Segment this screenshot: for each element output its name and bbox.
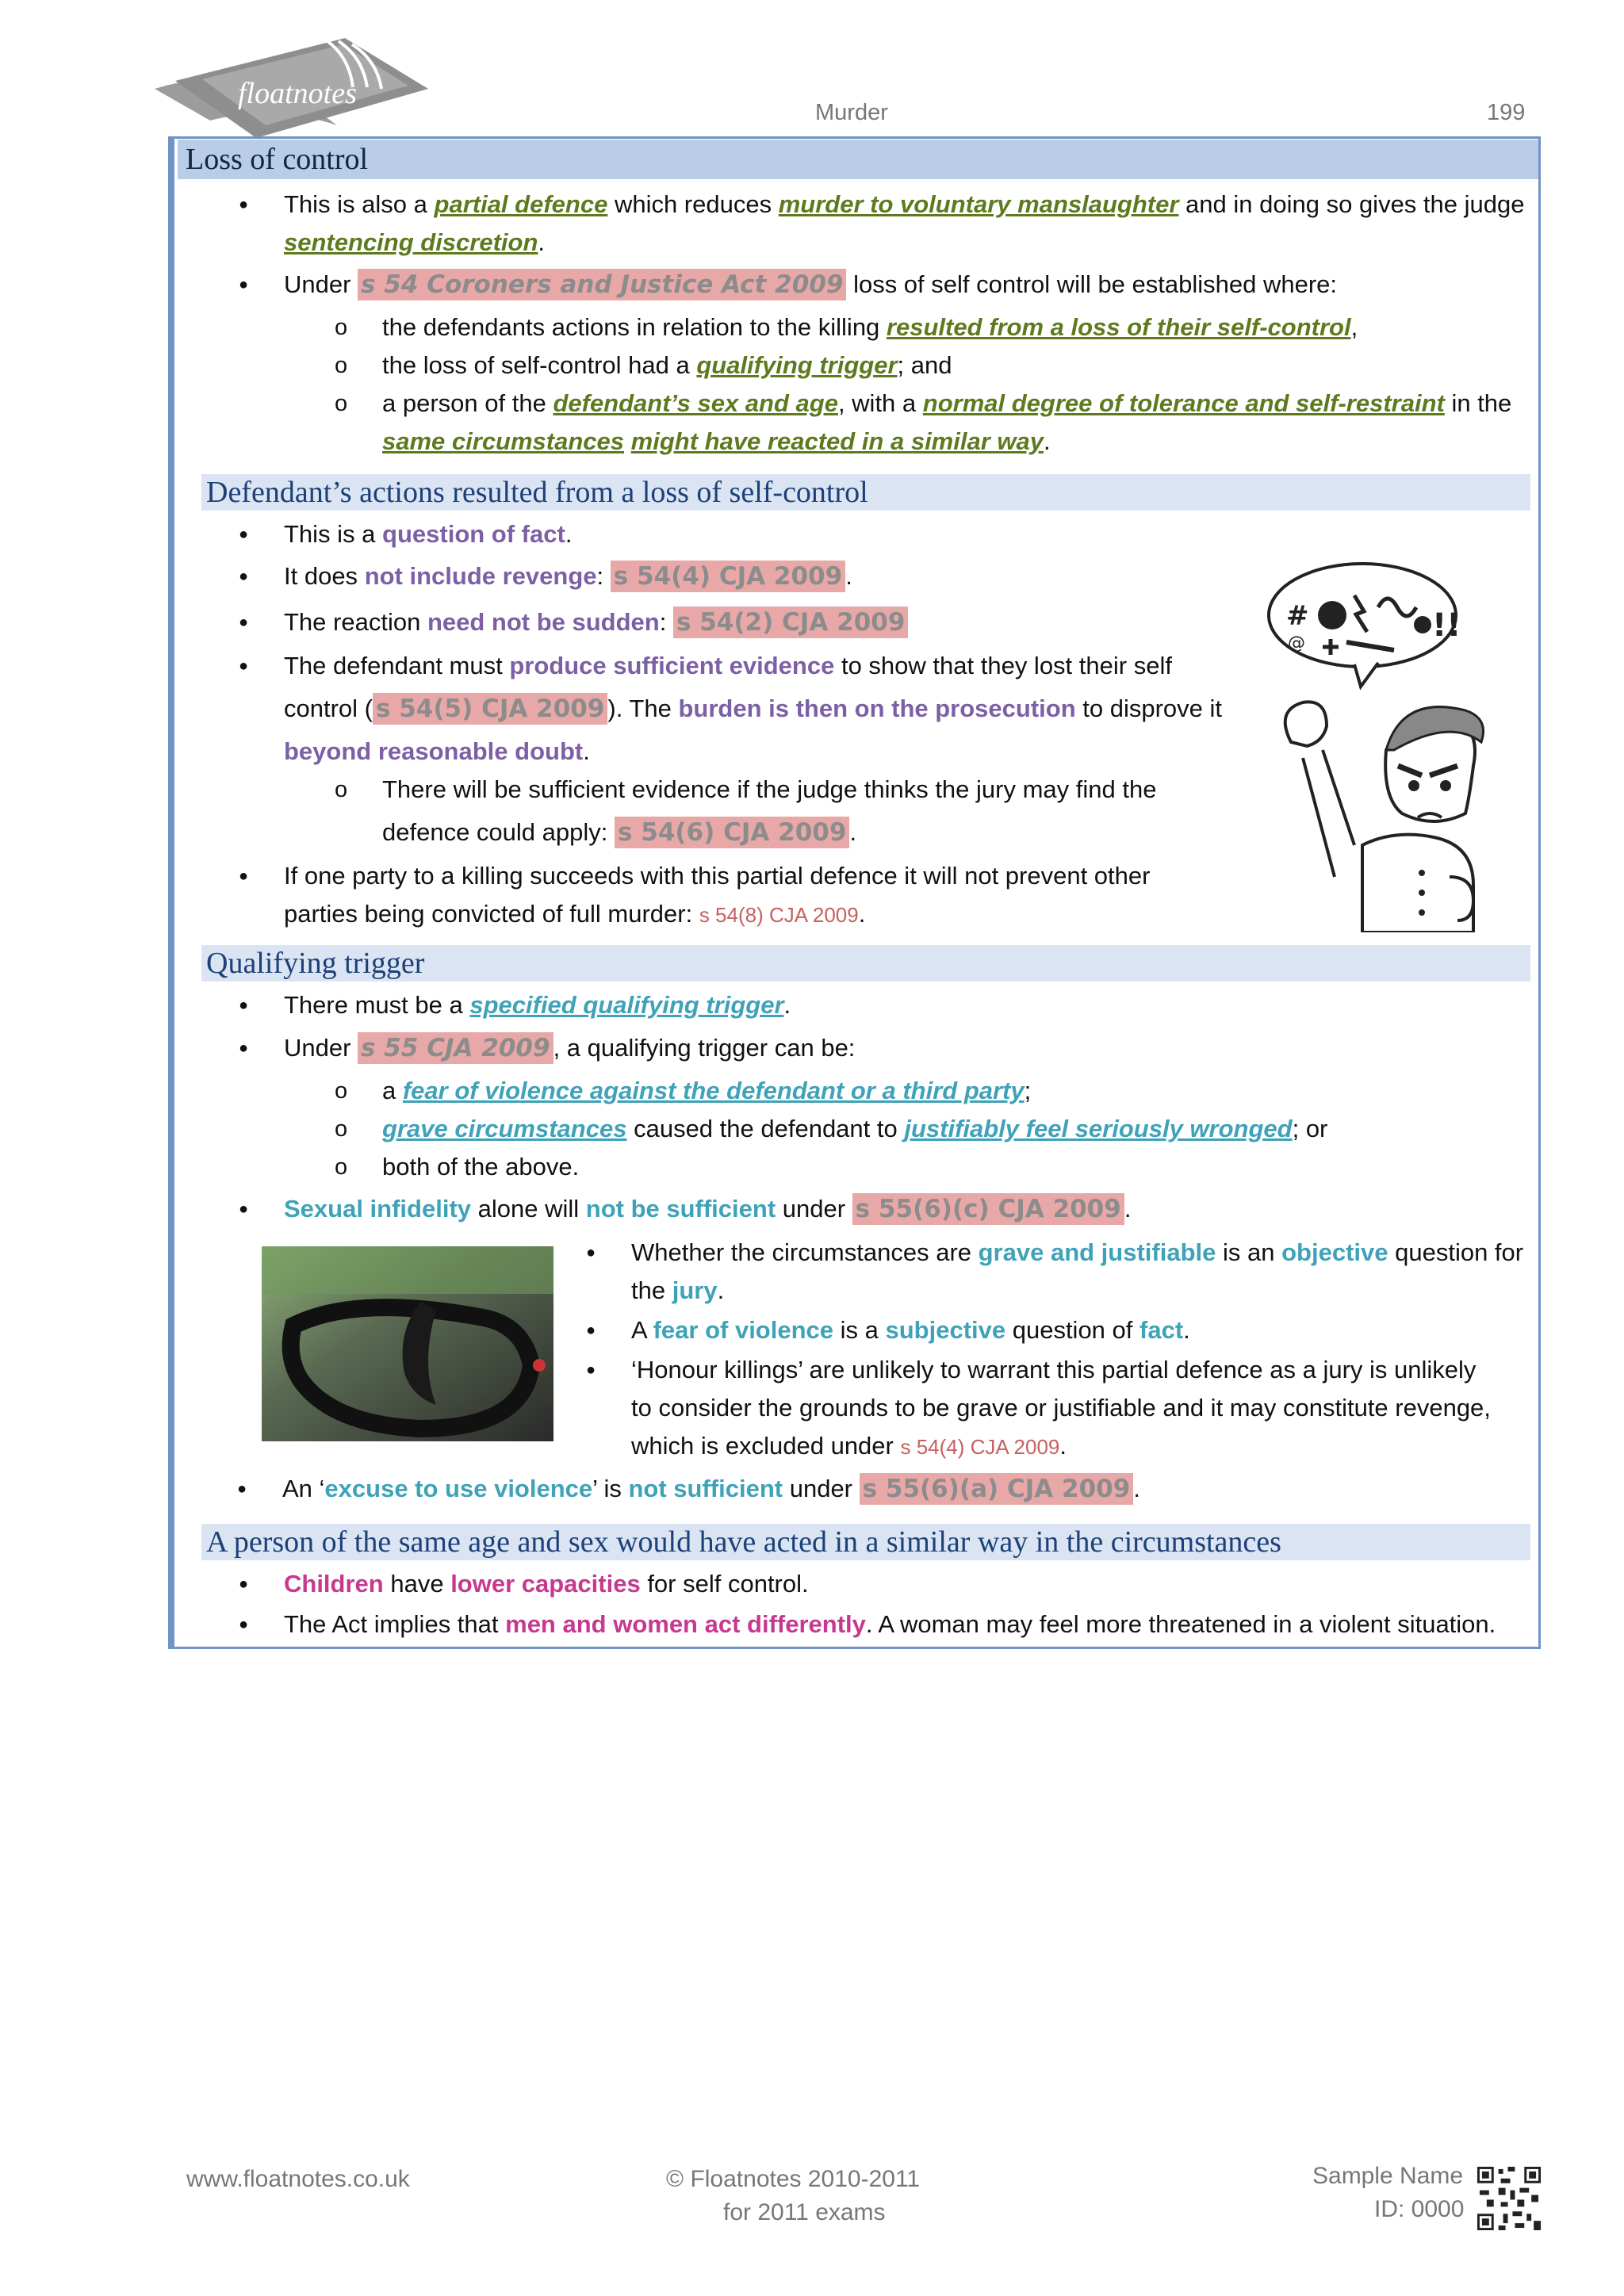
svg-text:@: @ (1288, 633, 1305, 653)
angry-man-cartoon (1267, 560, 1497, 932)
subbullet-grave-circumstances: o grave circumstances caused the defendant to justifiably feel seriously wronged; or (382, 1113, 1327, 1145)
trigger-guard-photo (262, 1246, 553, 1441)
bullet-honour-killings: ● ‘Honour killings’ are unlikely to warrant this partial defence as a jury is unlikely (631, 1354, 1476, 1386)
bullet-fear-subjective: ● A fear of violence is a subjective question of fact. (631, 1314, 1190, 1346)
page-title: Murder (815, 100, 888, 125)
bullet-other-parties: ● If one party to a killing succeeds with this partial defence it will not prevent other (284, 860, 1150, 892)
bullet-s55: ● Under s 55 CJA 2009 , a qualifying trigger can be: (284, 1032, 855, 1064)
bullet-continuation: to consider the grounds to be grave or justifiable and it may constitute revenge, (631, 1394, 1491, 1422)
subbullet-judge-evidence: o There will be sufficient evidence if the judge thinks the jury may find the (382, 774, 1156, 806)
bullet-need-not-be-sudden: ● The reaction need not be sudden: s 54(2) CJA 2009 (284, 607, 908, 638)
floatnotes-logo (155, 32, 428, 139)
subheading-qualifying-trigger: Qualifying trigger (201, 945, 1530, 982)
section-heading-loss-of-control: Loss of control (178, 140, 1538, 179)
bullet-continuation: parties being convicted of full murder: s 54(8) CJA 2009. (284, 900, 866, 928)
subheading-same-age-sex: A person of the same age and sex would have acted in a similar way in the circumstances (201, 1524, 1530, 1560)
bullet-excuse-violence: ● An ‘excuse to use violence’ is not sufficient under s 55(6)(a) CJA 2009 . (282, 1473, 1140, 1505)
bullet-continuation: which is excluded under s 54(4) CJA 2009. (631, 1432, 1067, 1460)
statute-reference: s 54(8) CJA 2009 (699, 903, 859, 927)
qr-code-icon (1475, 2164, 1543, 2233)
subbullet-loss-of-self-control: o the defendants actions in relation to the killing resulted from a loss of their self-control, (382, 312, 1358, 343)
bullet-continuation: sentencing discretion. (284, 228, 546, 256)
statute-reference: s 55(6)(c) CJA 2009 (852, 1193, 1124, 1225)
bullet-not-revenge: ● It does not include revenge: s 54(4) CJA 2009 . (284, 561, 852, 592)
statute-reference: s 54(5) CJA 2009 (373, 693, 607, 725)
bullet-grave-justifiable: ● Whether the circumstances are grave and justifiable is an objective question for (631, 1237, 1523, 1269)
bullet-partial-defence: ● This is also a partial defence which reduces murder to voluntary manslaughter and in doing so gives the judge (284, 189, 1524, 220)
statute-reference: s 54(4) CJA 2009 (611, 561, 845, 592)
footer-exams: for 2011 exams (723, 2199, 886, 2225)
bullet-continuation: the jury. (631, 1276, 725, 1304)
subheading-loss-of-self-control: Defendant’s actions resulted from a loss of self-control (201, 474, 1530, 511)
bullet-specified-trigger: ● There must be a specified qualifying trigger. (284, 989, 791, 1021)
footer-copyright: © Floatnotes 2010-2011 (666, 2166, 921, 2192)
footer-website: www.floatnotes.co.uk (186, 2166, 410, 2192)
statute-reference: s 55 CJA 2009 (358, 1032, 553, 1064)
subbullet-person-same-sex-age: o a person of the defendant’s sex and age, with a normal degree of tolerance and self-restraint in the (382, 388, 1511, 419)
statute-reference: s 54(2) CJA 2009 (673, 607, 908, 638)
statute-reference: s 55(6)(a) CJA 2009 (860, 1473, 1134, 1505)
statute-reference: s 54(6) CJA 2009 (615, 817, 849, 848)
subbullet-both: o both of the above. (382, 1151, 579, 1183)
bullet-sufficient-evidence: ● The defendant must produce sufficient evidence to show that they lost their self (284, 650, 1172, 682)
bullet-sexual-infidelity: ● Sexual infidelity alone will not be sufficient under s 55(6)(c) CJA 2009 . (284, 1193, 1131, 1225)
svg-text:#: # (1286, 600, 1309, 632)
subbullet-fear-of-violence: o a fear of violence against the defendant or a third party; (382, 1075, 1031, 1107)
svg-text:!!: !! (1432, 607, 1461, 644)
subbullet-continuation: defence could apply: s 54(6) CJA 2009 . (382, 818, 857, 847)
page-number: 199 (1487, 100, 1526, 125)
bullet-men-women: ● The Act implies that men and women act differently. A woman may feel more threatened in a violent situation. (284, 1609, 1496, 1640)
bullet-continuation: beyond reasonable doubt. (284, 737, 590, 765)
logo-text: floatnotes (238, 77, 357, 110)
subbullet-qualifying-trigger: o the loss of self-control had a qualifying trigger; and (382, 350, 952, 381)
statute-reference: s 54(4) CJA 2009 (900, 1435, 1060, 1459)
subbullet-continuation: same circumstances might have reacted in a similar way. (382, 427, 1051, 455)
footer-id: ID: 0000 (1374, 2196, 1465, 2222)
footer-sample-name: Sample Name (1312, 2163, 1464, 2189)
statute-reference: s 54 Coroners and Justice Act 2009 (358, 269, 846, 300)
bullet-continuation: control ( s 54(5) CJA 2009 ). The burden is then on the prosecution to disprove it (284, 695, 1223, 723)
bullet-s54: ● Under s 54 Coroners and Justice Act 2009 loss of self control will be established where: (284, 269, 1337, 300)
bullet-children: ● Children have lower capacities for self control. (284, 1568, 809, 1600)
bullet-question-of-fact: ● This is a question of fact. (284, 519, 572, 550)
